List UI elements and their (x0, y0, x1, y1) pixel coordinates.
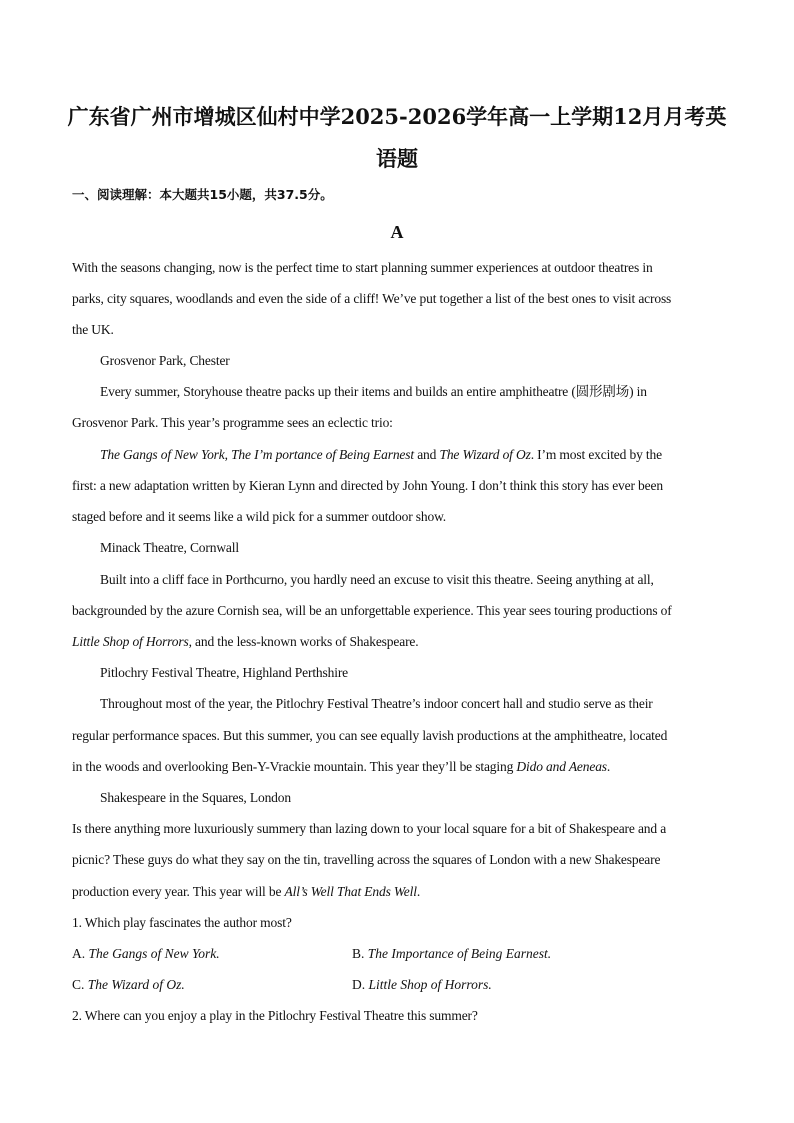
intro-line-1: With the seasons changing, now is the perfect time to start planning summer experiences at outdoor theatres in (72, 260, 653, 275)
venue-heading-grosvenor: Grosvenor Park, Chester (100, 353, 230, 368)
intro-line-2: parks, city squares, woodlands and even the side of a cliff! We’ve put together a list of the best ones to visit across (72, 291, 672, 306)
play-title: The Gangs of New York (100, 447, 225, 462)
play-title: Little Shop of Horrors (72, 634, 189, 649)
play-title: Dido and Aeneas (516, 759, 607, 774)
option-text: Little Shop of Horrors. (368, 977, 492, 992)
option-label: B. (352, 946, 368, 961)
intro-line-3: the UK. (72, 322, 114, 337)
body-text: production every year. This year will be (72, 884, 285, 899)
question-1-option-a (72, 945, 220, 963)
option-label: C. (72, 977, 88, 992)
option-label: D. (352, 977, 369, 992)
conjunction-text: and (413, 447, 440, 462)
venue2-line-3 (72, 633, 419, 651)
venue3-line-3 (72, 758, 610, 776)
venue2-line-2: backgrounded by the azure Cornish sea, will be an unforgettable experience. This year sees touring productions of (72, 603, 672, 618)
play-title: The Wizard of Oz (439, 447, 531, 462)
title-line-1: 广东省广州市增城区仙村中学2025-2026学年高一上学期12月月考英 (67, 104, 727, 129)
option-text: The Importance of Being Earnest. (367, 946, 552, 961)
venue3-line-1: Throughout most of the year, the Pitlochry Festival Theatre’s indoor concert hall and studio serve as their (100, 696, 653, 711)
venue-heading-minack: Minack Theatre, Cornwall (100, 540, 239, 555)
venue1-line-1: Every summer, Storyhouse theatre packs up their items and builds an entire amphitheatre (圆形剧场) in (100, 384, 647, 399)
play-title: All’s Well That Ends Well (284, 884, 417, 899)
question-1-option-c (72, 976, 185, 994)
body-text: . (606, 759, 611, 774)
play-title: The I’m portance of Being Earnest (231, 447, 414, 462)
venue1-line-2: Grosvenor Park. This year’s programme sees an eclectic trio: (72, 415, 393, 430)
venue-heading-pitlochry: Pitlochry Festival Theatre, Highland Perthshire (100, 665, 349, 680)
venue1-line-3 (100, 446, 662, 464)
body-text: . I’m most excited by the (530, 447, 662, 462)
question-1-stem: 1. Which play fascinates the author most? (72, 915, 292, 930)
question-1-option-d (352, 976, 492, 994)
body-text: . (416, 884, 421, 899)
venue4-line-2: picnic? These guys do what they say on the tin, travelling across the squares of London with a new Shakespeare (72, 852, 661, 867)
venue2-line-1: Built into a cliff face in Porthcurno, you hardly need an excuse to visit this theatre. Seeing anything at all, (100, 572, 654, 587)
question-1-option-b (352, 945, 551, 963)
body-text: in the woods and overlooking Ben-Y-Vrackie mountain. This year they’ll be staging (72, 759, 517, 774)
venue-heading-london: Shakespeare in the Squares, London (100, 790, 291, 805)
option-text: The Gangs of New York. (88, 946, 220, 961)
venue4-line-3 (72, 883, 420, 901)
venue3-line-2: regular performance spaces. But this summer, you can see equally lavish productions at the amphitheatre, located (72, 728, 668, 743)
passage-label: A (390, 222, 404, 242)
separator-text: , (224, 447, 232, 462)
venue4-line-1: Is there anything more luxuriously summery than lazing down to your local square for a bit of Shakespeare and a (72, 821, 667, 836)
option-text: The Wizard of Oz. (87, 977, 185, 992)
body-text: , and the less-known works of Shakespeare. (188, 634, 419, 649)
venue1-line-5: staged before and it seems like a wild pick for a summer outdoor show. (72, 509, 447, 524)
venue1-line-4: first: a new adaptation written by Kieran Lynn and directed by John Young. I don’t think this story has ever been (72, 478, 663, 493)
section-heading: 一、阅读理解：本大题共15小题，共37.5分。 (72, 187, 333, 202)
option-label: A. (72, 946, 89, 961)
question-2-stem: 2. Where can you enjoy a play in the Pitlochry Festival Theatre this summer? (72, 1008, 478, 1023)
title-line-2: 语题 (376, 146, 418, 171)
